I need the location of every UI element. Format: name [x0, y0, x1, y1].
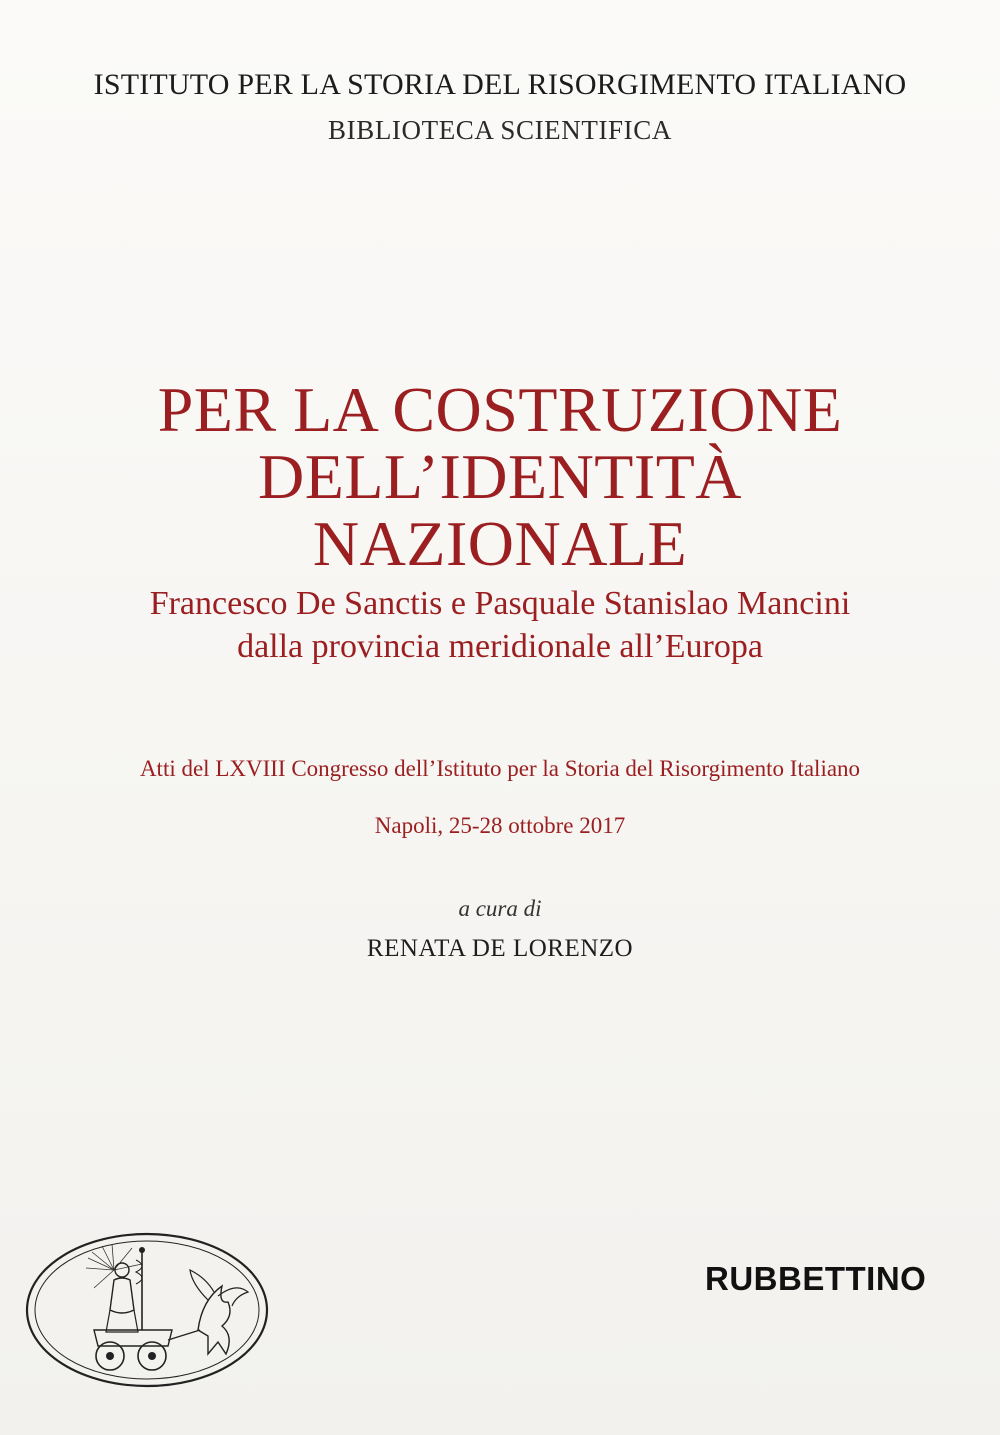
title-line-2: DELL’IDENTITÀ	[258, 441, 742, 512]
editor-name: RENATA DE LORENZO	[366, 935, 634, 962]
title-line-1: PER LA COSTRUZIONE	[157, 374, 843, 445]
subtitle-line-2: dalla provincia meridionale all’Europa	[237, 628, 763, 665]
subtitle-line-1: Francesco De Sanctis e Pasquale Stanislao Mancini	[149, 585, 851, 622]
publisher-logo: RUBBETTINO	[705, 1260, 927, 1297]
place-date: Napoli, 25-28 ottobre 2017	[374, 813, 626, 838]
institute-name: ISTITUTO PER LA STORIA DEL RISORGIMENTO ITALIANO	[93, 68, 907, 101]
series-name: BIBLIOTECA SCIENTIFICA	[328, 115, 672, 145]
proceedings-text: Atti del LXVIII Congresso dell’Istituto per la Storia del Risorgimento Italiano	[139, 756, 861, 781]
editor-label: a cura di	[458, 896, 542, 921]
title-line-3: NAZIONALE	[312, 508, 688, 579]
seal-emblem-icon	[22, 1230, 272, 1390]
